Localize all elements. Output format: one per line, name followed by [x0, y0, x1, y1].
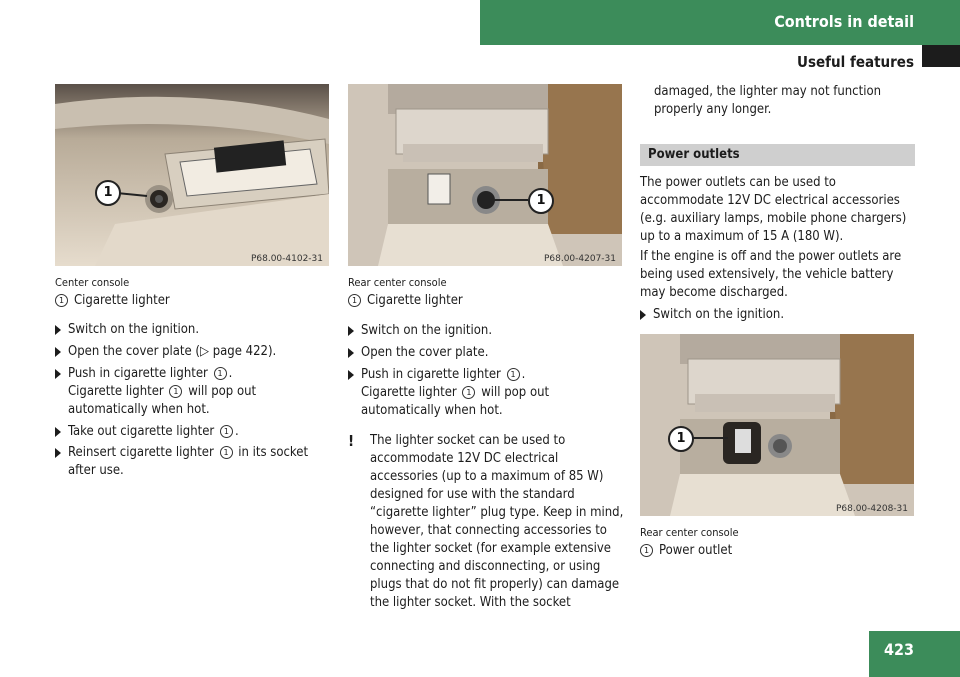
step — [55, 321, 199, 339]
number-marker: 1 — [214, 367, 227, 380]
continued-text — [654, 83, 881, 119]
legend-label: Cigarette lighter — [367, 293, 463, 308]
step — [55, 444, 308, 480]
paragraph — [640, 248, 901, 302]
section-heading — [640, 144, 915, 166]
warning-text: plugs that do not fit properly) can damage — [370, 577, 620, 592]
step-text: automatically when hot. — [361, 403, 503, 418]
warning-note — [348, 432, 650, 612]
step-text: Take out cigarette lighter — [68, 424, 215, 439]
step-text: will pop out — [188, 384, 257, 399]
warning-text: accessories (up to a maximum of 85 W) — [370, 469, 604, 484]
warning-text: the lighter socket (for example extensive — [370, 541, 611, 556]
step-text: Push in cigarette lighter — [68, 366, 208, 381]
paragraph-text: If the engine is off and the power outlets are — [640, 249, 902, 264]
number-marker: 1 — [169, 385, 182, 398]
paragraph-text: The power outlets can be used to — [640, 175, 836, 190]
legend-item — [640, 543, 732, 558]
step-text: automatically when hot. — [68, 402, 210, 417]
step-text: Reinsert cigarette lighter — [68, 445, 214, 460]
step-text: . — [228, 366, 233, 381]
number-marker: 1 — [55, 294, 68, 307]
step-text: Open the cover plate (▷ page 422). — [68, 344, 277, 359]
paragraph-text: accommodate 12V DC electrical accessories — [640, 193, 900, 208]
legend-label: Power outlet — [659, 543, 733, 558]
paragraph-text: up to a maximum of 15 A (180 W). — [640, 229, 844, 244]
arrow-icon — [55, 325, 61, 335]
callout-1: 1 — [95, 180, 121, 206]
warning-text: accommodate 12V DC electrical — [370, 451, 559, 466]
arrow-icon — [348, 370, 354, 380]
number-marker: 1 — [220, 446, 233, 459]
step-text: Open the cover plate. — [361, 345, 489, 360]
warning-text: The lighter socket can be used to — [370, 433, 566, 448]
step — [640, 306, 784, 324]
callout-1: 1 — [528, 188, 554, 214]
paragraph-text: damaged, the lighter may not function — [654, 84, 882, 99]
number-marker: 1 — [348, 294, 361, 307]
step-text: after use. — [68, 463, 124, 478]
photo-caption: Center console — [55, 276, 130, 289]
step — [55, 343, 276, 361]
warning-text: “cigarette lighter” plug type. Keep in mind, — [370, 505, 624, 520]
power-outlet-photo — [640, 334, 914, 516]
rear-console-photo — [348, 84, 622, 266]
photo-code: P68.00-4207-31 — [543, 254, 616, 264]
arrow-icon — [55, 347, 61, 357]
header-tab-marker — [922, 45, 960, 67]
warning-text: designed for use with the standard — [370, 487, 575, 502]
step — [348, 322, 492, 340]
legend-item — [348, 293, 463, 308]
arrow-icon — [348, 348, 354, 358]
photo-code: P68.00-4208-31 — [835, 504, 908, 514]
center-console-photo — [55, 84, 329, 266]
page-number: 423 — [883, 640, 914, 659]
step-text: Cigarette lighter — [361, 385, 457, 400]
paragraph-text: properly any longer. — [654, 102, 772, 117]
step-text: in its socket — [238, 445, 309, 460]
paragraph-text: may become discharged. — [640, 285, 788, 300]
warning-text: the lighter socket. With the socket — [370, 595, 571, 610]
arrow-icon — [640, 310, 646, 320]
step-text: Push in cigarette lighter — [361, 367, 501, 382]
arrow-icon — [348, 326, 354, 336]
step — [55, 423, 239, 441]
photo-caption: Rear center console — [348, 276, 447, 289]
step-text: Cigarette lighter — [68, 384, 164, 399]
number-marker: 1 — [507, 368, 520, 381]
arrow-icon — [55, 448, 61, 458]
page-number-box — [869, 631, 960, 677]
legend-label: Cigarette lighter — [74, 293, 170, 308]
number-marker: 1 — [462, 386, 475, 399]
section-heading-text: Power outlets — [648, 147, 740, 162]
step-text: Switch on the ignition. — [361, 323, 493, 338]
step — [348, 366, 549, 420]
warning-text: however, that connecting accessories to — [370, 523, 607, 538]
step-text: . — [234, 424, 239, 439]
photo-code: P68.00-4102-31 — [250, 254, 323, 264]
paragraph — [640, 174, 906, 246]
photo-caption: Rear center console — [640, 526, 739, 539]
subsection-title: Useful features — [797, 53, 914, 71]
legend-item — [55, 293, 170, 308]
step-text: Switch on the ignition. — [653, 307, 785, 322]
paragraph-text: (e.g. auxiliary lamps, mobile phone chargers) — [640, 211, 907, 226]
step — [55, 365, 256, 419]
number-marker: 1 — [640, 544, 653, 557]
arrow-icon — [55, 369, 61, 379]
paragraph-text: being used extensively, the vehicle battery — [640, 267, 894, 282]
step-text: Switch on the ignition. — [68, 322, 200, 337]
step — [348, 344, 488, 362]
warning-icon: ! — [348, 432, 355, 450]
section-title: Controls in detail — [774, 12, 914, 31]
step-text: will pop out — [481, 385, 550, 400]
callout-1: 1 — [668, 426, 694, 452]
step-text: . — [521, 367, 526, 382]
warning-text: connecting and disconnecting, or using — [370, 559, 601, 574]
number-marker: 1 — [220, 425, 233, 438]
arrow-icon — [55, 427, 61, 437]
